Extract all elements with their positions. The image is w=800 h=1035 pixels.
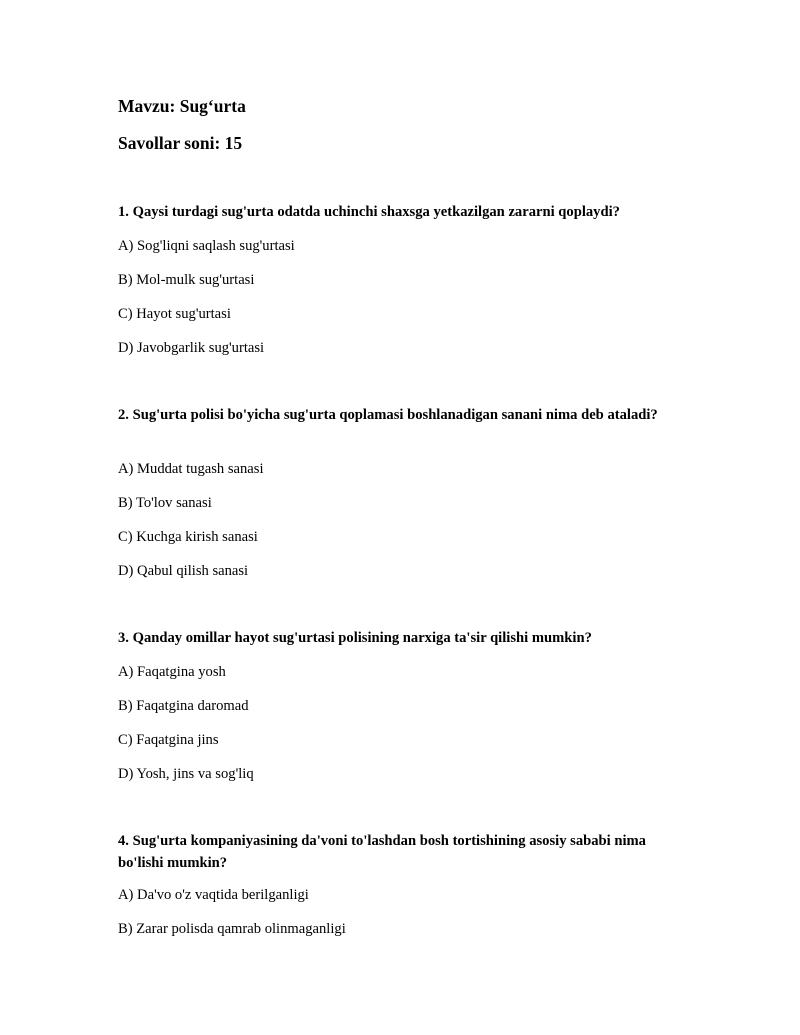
question-2 — [118, 404, 678, 426]
question-text: 2. Sug'urta polisi bo'yicha sug'urta qoplamasi boshlanadigan sanani nima deb ataladi? — [118, 407, 658, 423]
option-c: C) Hayot sug'urtasi — [118, 306, 231, 322]
option-a: A) Da'vo o'z vaqtida berilganligi — [118, 887, 309, 903]
option-c: C) Kuchga kirish sanasi — [118, 529, 258, 545]
option-b: B) Faqatgina daromad — [118, 698, 249, 714]
option-a: A) Muddat tugash sanasi — [118, 461, 264, 477]
question-text: 1. Qaysi turdagi sug'urta odatda uchinchi shaxsga yetkazilgan zararni qoplaydi? — [118, 204, 620, 220]
option-d: D) Qabul qilish sanasi — [118, 563, 249, 579]
option-a: A) Sog'liqni saqlash sug'urtasi — [118, 238, 295, 254]
option-b: B) Mol-mulk sug'urtasi — [118, 272, 255, 288]
question-count: Savollar soni: 15 — [118, 133, 243, 153]
option-d: D) Javobgarlik sug'urtasi — [118, 340, 265, 356]
option-c: C) Faqatgina jins — [118, 732, 219, 748]
question-text: 4. Sug'urta kompaniyasining da'voni to'lashdan bosh tortishining asosiy sababi nima bo'lishi mumkin? — [118, 833, 646, 871]
option-b: B) Zarar polisda qamrab olinmaganligi — [118, 921, 346, 937]
question-1 — [118, 201, 678, 223]
question-text: 3. Qanday omillar hayot sug'urtasi polisining narxiga ta'sir qilishi mumkin? — [118, 630, 592, 646]
option-b: B) To'lov sanasi — [118, 495, 212, 511]
document-title: Mavzu: Sug‘urta — [118, 96, 246, 116]
question-4 — [118, 830, 678, 874]
option-d: D) Yosh, jins va sog'liq — [118, 766, 254, 782]
question-3 — [118, 627, 678, 649]
option-a: A) Faqatgina yosh — [118, 664, 226, 680]
